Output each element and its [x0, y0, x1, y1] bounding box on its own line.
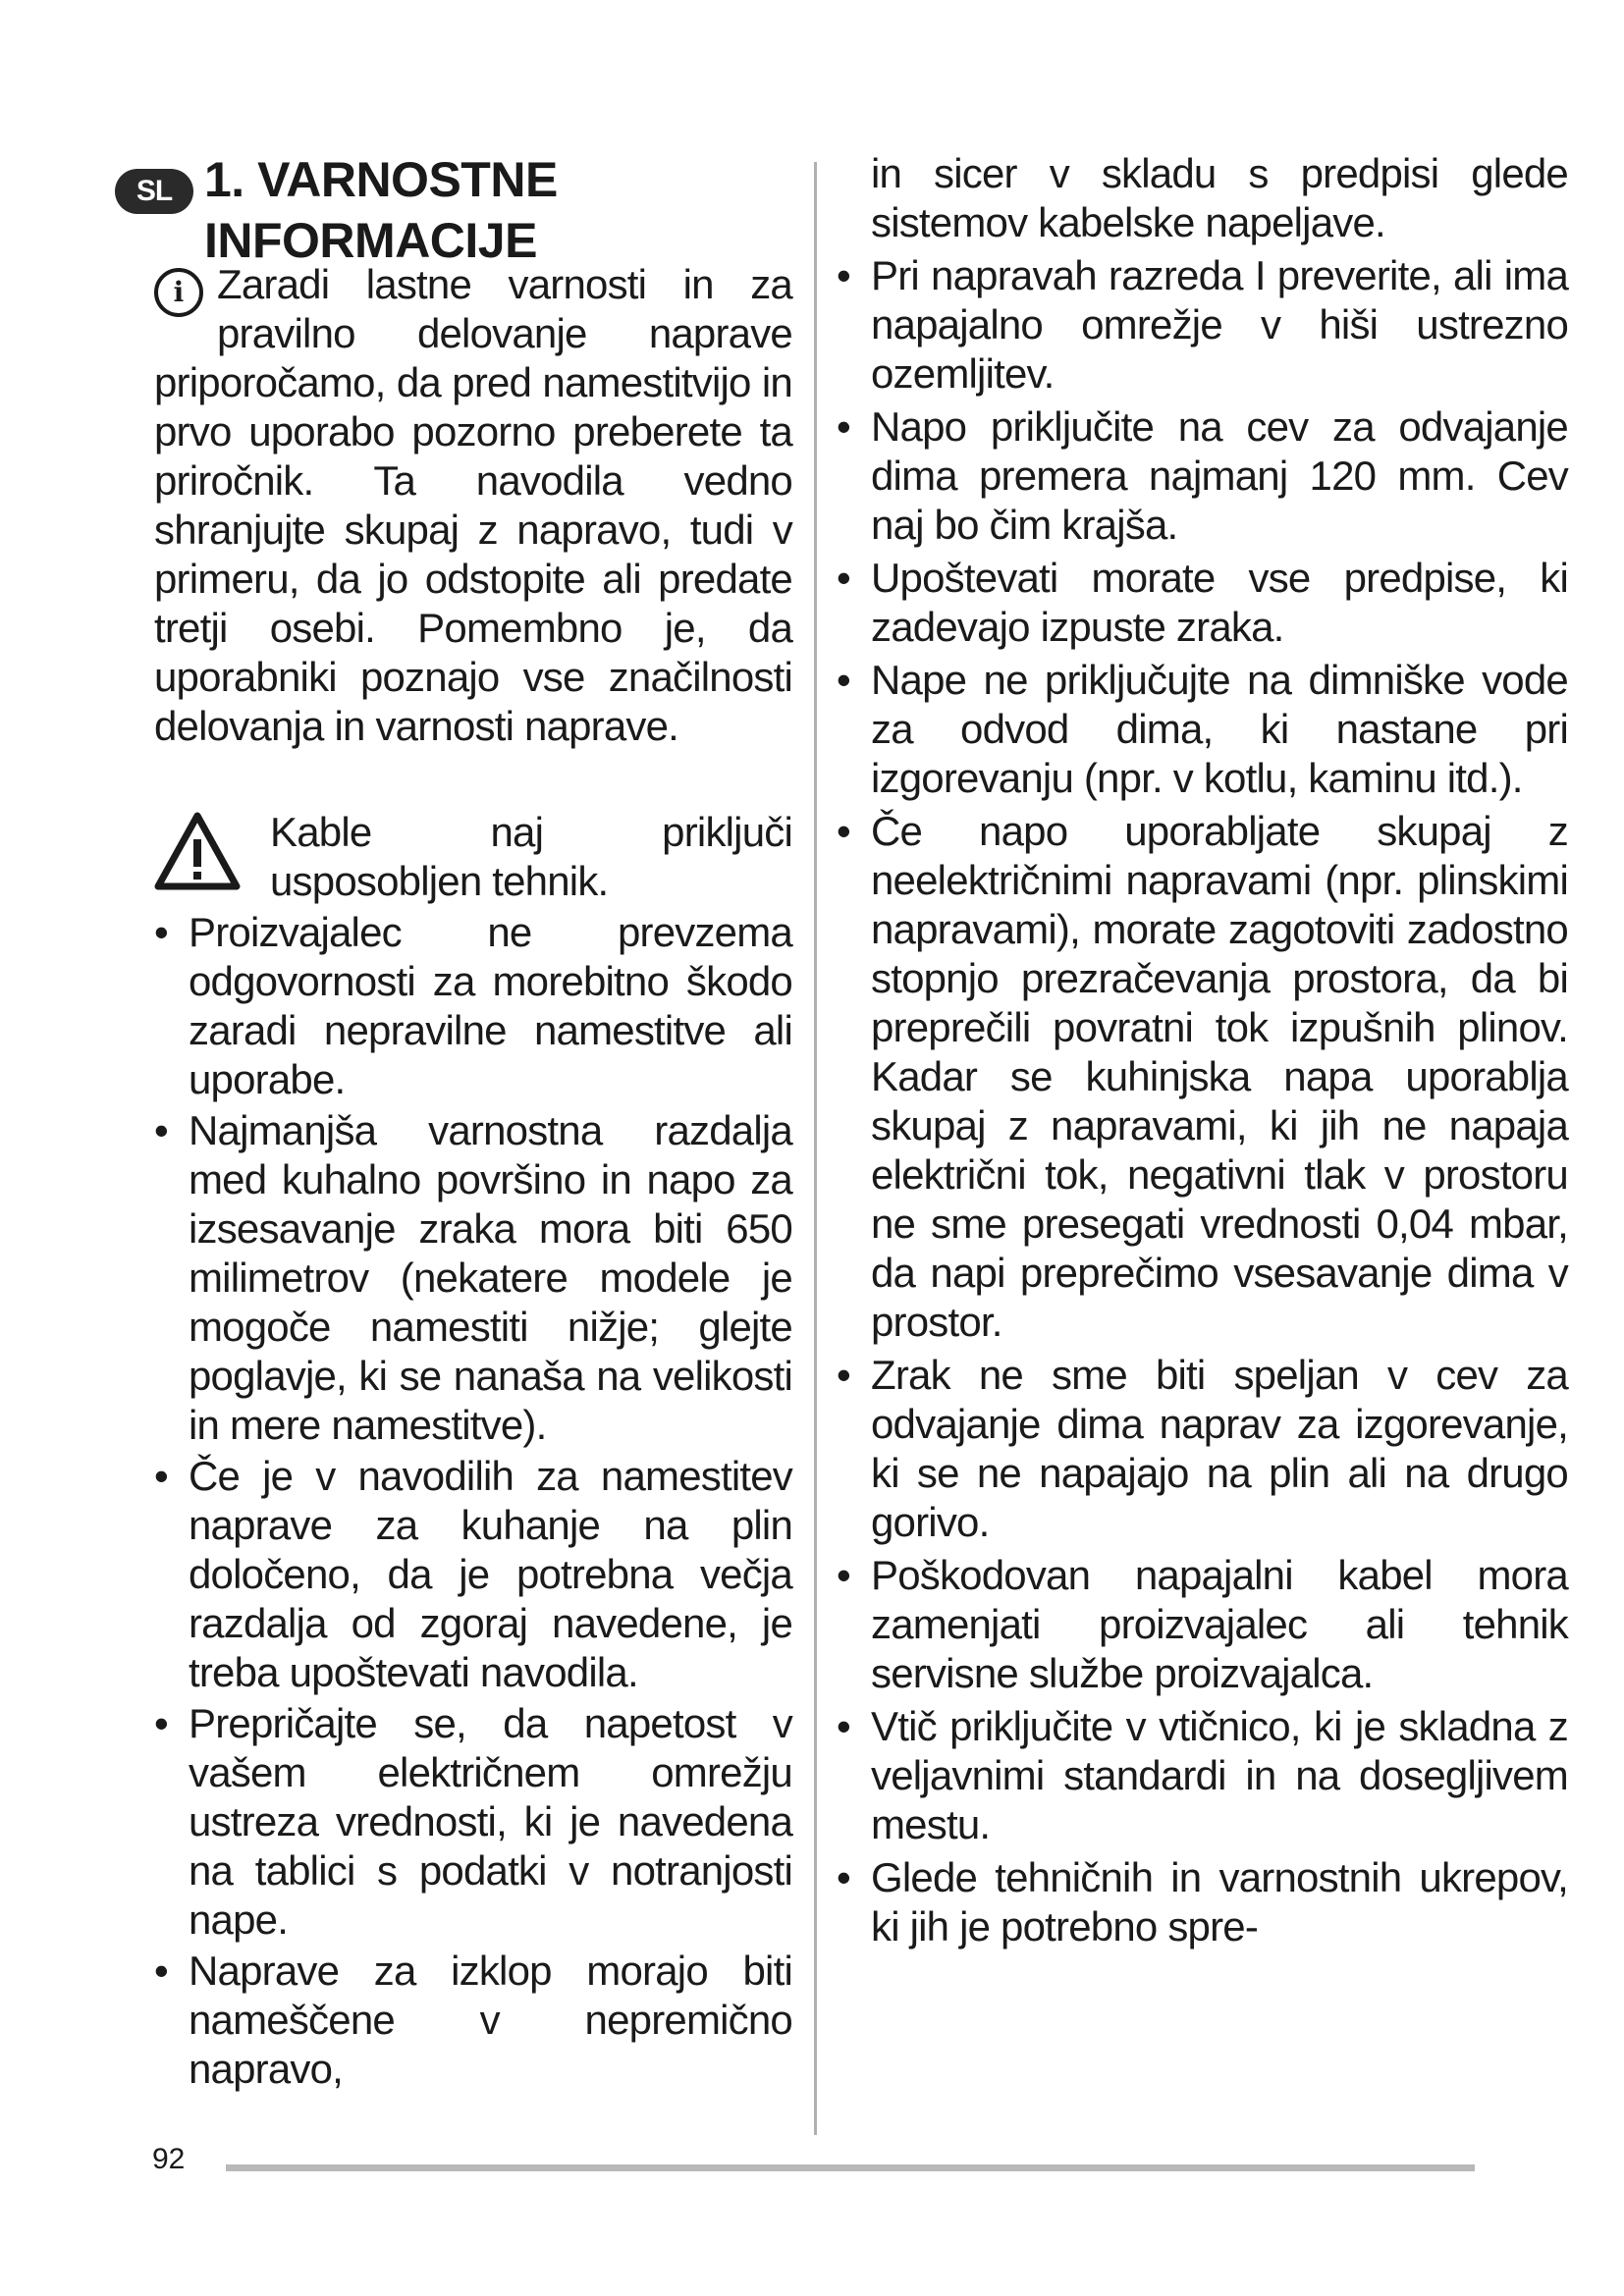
list-item: • Če napo uporabljate skupaj z neelektričnimi napravami (npr. plinskimi napravami), morate zagotoviti zadostno stopnjo prezračevanja prostora, da bi preprečili povratni tok izpušnih plinov. Kadar se kuhinjska napa uporablja skupaj z napravami, ki jih ne napaja električni tok, negativni tlak v prostoru ne sme presegati vrednosti 0,04 mbar, da napi preprečimo vsesavanje dima v prostor.	[837, 807, 1568, 1347]
column-divider	[814, 162, 817, 2135]
list-item: • Poškodovan napajalni kabel mora zamenjati proizvajalec ali tehnik servisne službe proizvajalca.	[837, 1551, 1568, 1698]
list-item: • Glede tehničnih in varnostnih ukrepov, ki jih je potrebno spre-	[837, 1853, 1568, 1951]
list-item: • Zrak ne sme biti speljan v cev za odvajanje dima naprav za izgorevanje, ki se ne napajajo na plin ali na drugo gorivo.	[837, 1351, 1568, 1547]
section-title: 1. VARNOSTNE INFORMACIJE	[204, 152, 558, 268]
list-item: • Če je v navodilih za namestitev naprave za kuhanje na plin določeno, da je potrebna večja razdalja od zgoraj navedene, je treba upoštevati navodila.	[154, 1452, 792, 1697]
language-badge: SL	[115, 169, 193, 214]
list-item: • Naprave za izklop morajo biti nameščene v nepremično napravo,	[154, 1947, 792, 2094]
left-bullet-list	[154, 908, 792, 2094]
intro-block	[154, 260, 792, 751]
list-item: • Vtič priključite v vtičnico, ki je skladna z veljavnimi standardi in na dosegljivem mestu.	[837, 1702, 1568, 1849]
right-bullet-list	[837, 251, 1568, 1951]
warning-paragraph: Kable naj priključi usposobljen tehnik.	[270, 809, 792, 904]
list-item: • Nape ne priključujte na dimniške vode za odvod dima, ki nastane pri izgorevanju (npr. v kotlu, kaminu itd.).	[837, 656, 1568, 803]
continuation-paragraph: in sicer v skladu s predpisi glede sistemov kabelske napeljave.	[871, 150, 1568, 245]
warning-block	[154, 808, 792, 906]
list-item: • Upoštevati morate vse predpise, ki zadevajo izpuste zraka.	[837, 554, 1568, 652]
list-item: • Proizvajalec ne prevzema odgovornosti za morebitno škodo zaradi nepravilne namestitve ali uporabe.	[154, 908, 792, 1104]
page-number: 92	[152, 2143, 186, 2175]
list-item: • Napo priključite na cev za odvajanje dima premera najmanj 120 mm. Cev naj bo čim krajša.	[837, 402, 1568, 550]
list-item: • Najmanjša varnostna razdalja med kuhalno površino in napo za izsesavanje zraka mora biti 650 milimetrov (nekatere modele je mogoče namestiti nižje; glejte poglavje, ki se nanaša na velikosti in mere namestitve).	[154, 1106, 792, 1450]
list-item: • Prepričajte se, da napetost v vašem električnem omrežju ustreza vrednosti, ki je navedena na tablici s podatki v notranjosti nape.	[154, 1699, 792, 1945]
list-item: • Pri napravah razreda I preverite, ali ima napajalno omrežje v hiši ustrezno ozemljitev.	[837, 251, 1568, 399]
info-icon: i	[154, 268, 203, 317]
footer-rule	[226, 2164, 1475, 2171]
right-column	[837, 149, 1568, 1951]
intro-paragraph: Zaradi lastne varnosti in za pravilno delovanje naprave priporočamo, da pred namestitvijo in prvo uporabo pozorno preberete ta priročnik. Ta navodila vedno shranjujte skupaj z napravo, tudi v primeru, da jo odstopite ali predate tretji osebi. Pomembno je, da uporabniki poznajo vse značilnosti delovanja in varnosti naprave.	[154, 261, 792, 749]
left-column	[154, 260, 792, 2094]
warning-icon	[154, 812, 241, 890]
